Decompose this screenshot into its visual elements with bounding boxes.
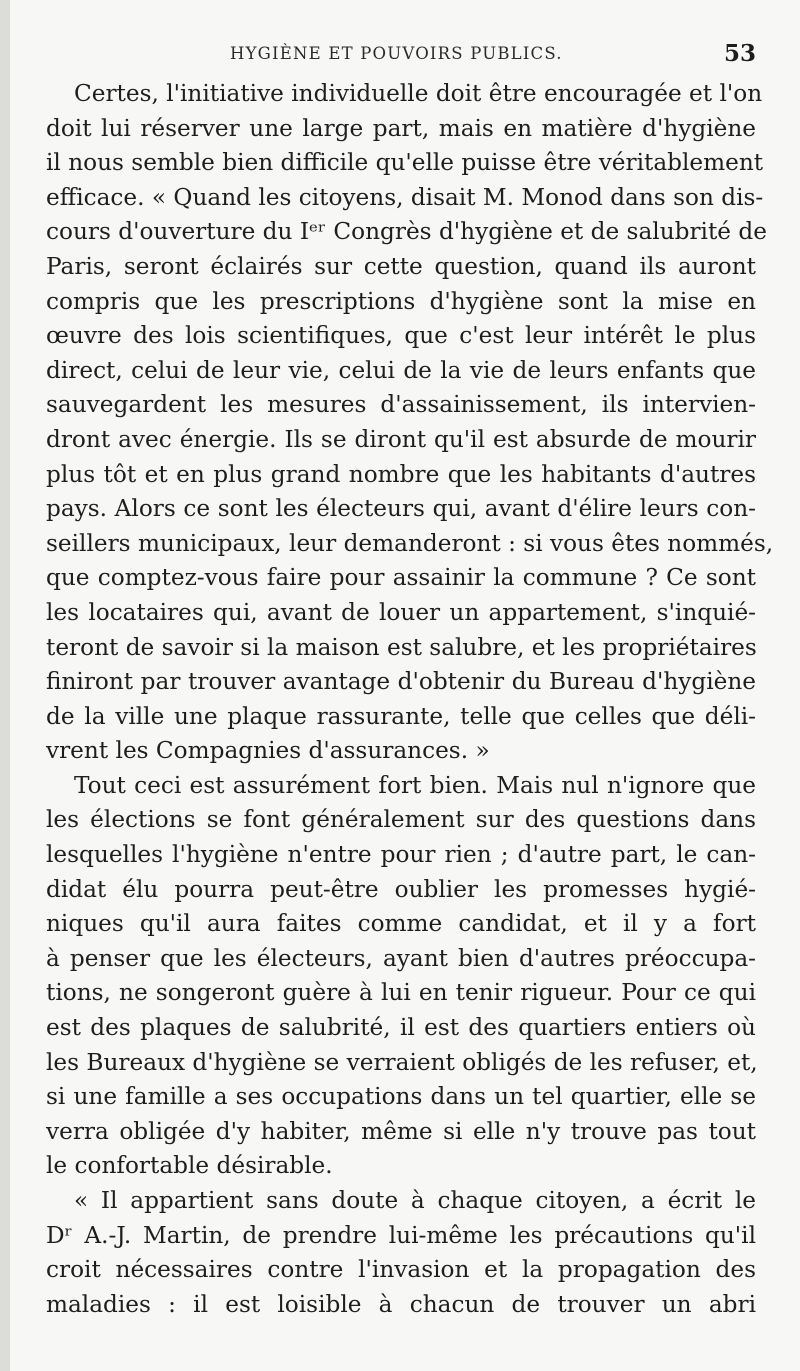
page-body	[46, 77, 774, 1322]
text-line: le confortable désirable.	[46, 1152, 333, 1180]
text-line: que comptez-vous faire pour assainir la commune ? Ce sont	[46, 564, 756, 592]
text-line: niques qu'il aura faites comme candidat, et il y a fort	[46, 910, 756, 938]
text-line: il nous semble bien difficile qu'elle puisse être véritablement	[46, 149, 764, 177]
text-line: les Bureaux d'hygiène se verraient obligés de les refuser, et,	[46, 1048, 758, 1076]
text-line: Certes, l'initiative individuelle doit être encouragée et l'on	[74, 80, 763, 107]
text-line: croit nécessaires contre l'invasion et la propagation des	[46, 1256, 756, 1284]
text-line: maladies : il est loisible à chacun de trouver un abri	[46, 1290, 756, 1318]
text-line: efficace. « Quand les citoyens, disait M. Monod dans son dis-	[46, 183, 764, 211]
text-line: « Il appartient sans doute à chaque citoyen, a écrit le	[74, 1187, 756, 1214]
text-line: Dʳ A.-J. Martin, de prendre lui-même les précautions qu'il	[46, 1221, 756, 1249]
text-line: à penser que les électeurs, ayant bien d'autres préoccupa-	[46, 944, 756, 972]
text-line: les locataires qui, avant de louer un appartement, s'inquié-	[46, 598, 756, 626]
text-line: pays. Alors ce sont les électeurs qui, avant d'élire leurs con-	[46, 495, 756, 523]
text-line: vrent les Compagnies d'assurances. »	[46, 737, 490, 765]
text-line: teront de savoir si la maison est salubre, et les propriétaires	[46, 633, 757, 661]
text-line: si une famille a ses occupations dans un tel quartier, elle se	[46, 1083, 756, 1111]
text-line: verra obligée d'y habiter, même si elle n'y trouve pas tout	[46, 1117, 756, 1145]
text-line: didat élu pourra peut-être oublier les promesses hygié-	[46, 875, 756, 903]
text-line: cours d'ouverture du Iᵉʳ Congrès d'hygiène et de salubrité de	[46, 218, 767, 246]
page-number: 53	[723, 40, 756, 67]
text-line: seillers municipaux, leur demanderont : si vous êtes nommés,	[46, 529, 774, 557]
text-line: dront avec énergie. Ils se diront qu'il est absurde de mourir	[46, 425, 756, 453]
running-title: HYGIÈNE ET POUVOIRS PUBLICS.	[230, 44, 563, 63]
text-line: œuvre des lois scientifiques, que c'est leur intérêt le plus	[46, 322, 756, 350]
text-line: de la ville une plaque rassurante, telle que celles que déli-	[46, 702, 756, 730]
text-line: direct, celui de leur vie, celui de la vie de leurs enfants que	[46, 356, 756, 384]
text-line: finiront par trouver avantage d'obtenir du Bureau d'hygiène	[46, 668, 756, 696]
text-line: compris que les prescriptions d'hygiène sont la mise en	[46, 287, 756, 315]
text-line: les élections se font généralement sur des questions dans	[46, 806, 756, 834]
text-line: doit lui réserver une large part, mais en matière d'hygiène	[46, 114, 756, 142]
text-line: tions, ne songeront guère à lui en tenir rigueur. Pour ce qui	[46, 979, 756, 1007]
scan-edge	[0, 0, 10, 1371]
text-line: sauvegardent les mesures d'assainissement, ils intervien-	[46, 391, 756, 419]
text-line: plus tôt et en plus grand nombre que les habitants d'autres	[46, 460, 756, 488]
paragraph-3	[46, 1184, 756, 1322]
paragraph-2	[46, 769, 756, 1184]
paragraph-1	[46, 77, 774, 769]
text-line: Tout ceci est assurément fort bien. Mais nul n'ignore que	[74, 771, 756, 799]
text-line: Paris, seront éclairés sur cette question, quand ils auront	[46, 252, 756, 280]
text-line: est des plaques de salubrité, il est des quartiers entiers où	[46, 1014, 756, 1042]
page-header	[46, 40, 756, 70]
text-line: lesquelles l'hygiène n'entre pour rien ; d'autre part, le can-	[46, 841, 756, 869]
